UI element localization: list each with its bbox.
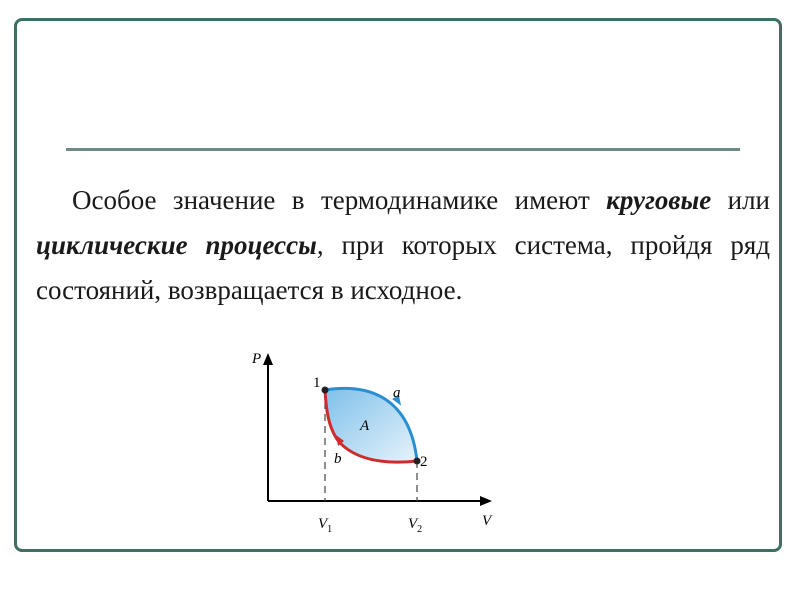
term-circular: круговые [606,185,712,215]
area-label-a: A [360,418,370,434]
x-axis-arrow-icon [480,496,492,506]
tick-label-v2: $V_2$ [408,516,423,535]
body-paragraph [36,178,770,313]
axis-label-p: P [252,351,262,367]
axis-label-v: V [482,513,492,529]
paragraph-text-1: Особое значение в термодинамике имеют [72,185,607,215]
paragraph-text-2: или [711,185,770,215]
term-cyclic-processes: циклические процессы [36,230,317,260]
path-label-a: a [393,385,401,401]
paragraph-text-3: , при которых система, пройдя ряд состояний, возвращается в исходное. [36,230,770,305]
point-label-2: 2 [420,454,428,470]
pv-cycle-diagram [240,343,520,543]
state-point-1 [322,387,329,394]
tick-label-v1: $V_1$ [318,516,333,535]
y-axis-arrow-icon [263,353,273,365]
point-label-1: 1 [313,375,321,391]
title-divider [66,148,740,151]
path-label-b: b [334,451,342,467]
